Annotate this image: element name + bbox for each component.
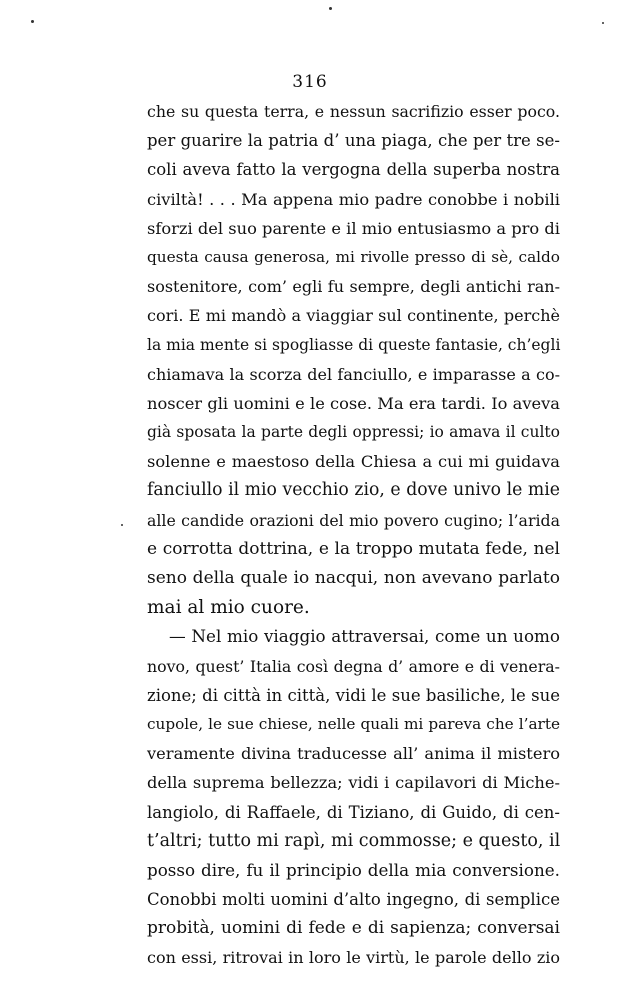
text-line: solenne e maestoso della Chiesa a cui mi guidava [147,452,560,472]
text-line: zione; di città in città, vidi le sue basiliche, le sue [147,685,560,705]
text-line: e corrotta dottrina, e la troppo mutata fede, nel [147,538,560,559]
text-line: già sposata la parte degli oppressi; io amava il culto [147,423,560,442]
text-line: posso dire, fu il principio della mia conversione. [147,859,560,880]
text-line: veramente divina traducesse all’ anima il mistero [147,744,560,764]
paper-speck [31,20,34,23]
body-text [147,97,560,973]
paper-speck [329,7,332,10]
text-line: cupole, le sue chiese, nelle quali mi pareva che l’arte [147,714,560,733]
text-line: coli aveva fatto la vergogna della superba nostra [147,160,560,180]
text-line: con essi, ritrovai in loro le virtù, le parole dello zio [147,948,560,968]
text-line: noscer gli uomini e le cose. Ma era tardi. Io aveva [147,393,560,413]
text-line: fanciullo il mio vecchio zio, e dove univo le mie [147,480,560,501]
text-line-paragraph-start: — Nel mio viaggio attraversai, come un uomo [169,626,560,647]
text-line: sostenitore, com’ egli fu sempre, degli antichi ran- [147,277,560,297]
text-line: chiamava la scorza del fanciullo, e imparasse a co- [147,364,560,384]
text-line: della suprema bellezza; vidi i capilavori di Miche- [147,773,560,793]
text-line: novo, quest’ Italia così degna d’ amore e di venera- [147,656,560,676]
page-number: 316 [292,72,328,92]
text-line: cori. E mi mandò a viaggiar sul continente, perchè [147,306,560,326]
text-line-paragraph-end: mai al mio cuore. [147,597,310,619]
text-line: alle candide orazioni del mio povero cugino; l’arida [147,510,560,530]
text-line: la mia mente si spogliasse di queste fantasie, ch’egli [147,335,561,354]
text-line: langiolo, di Raffaele, di Tiziano, di Guido, di cen- [147,802,560,822]
text-line: probità, uomini di fede e di sapienza; conversai [147,918,560,939]
text-line: che su questa terra, e nessun sacrifizio esser poco. [147,102,560,121]
text-line: Conobbi molti uomini d’alto ingegno, di semplice [147,890,560,910]
paper-speck [602,22,604,24]
text-line: seno della quale io nacqui, non avevano parlato [147,568,560,588]
text-line: per guarire la patria d’ una piaga, che per tre se- [147,131,560,151]
text-line: questa causa generosa, mi rivolle presso di sè, caldo [147,247,560,266]
paper-speck [121,524,123,526]
text-line: civiltà! . . . Ma appena mio padre conobbe i nobili [147,189,560,209]
text-line: t’altri; tutto mi rapì, mi commosse; e questo, il [147,830,561,851]
text-line: sforzi del suo parente e il mio entusiasmo a pro di [147,218,560,238]
